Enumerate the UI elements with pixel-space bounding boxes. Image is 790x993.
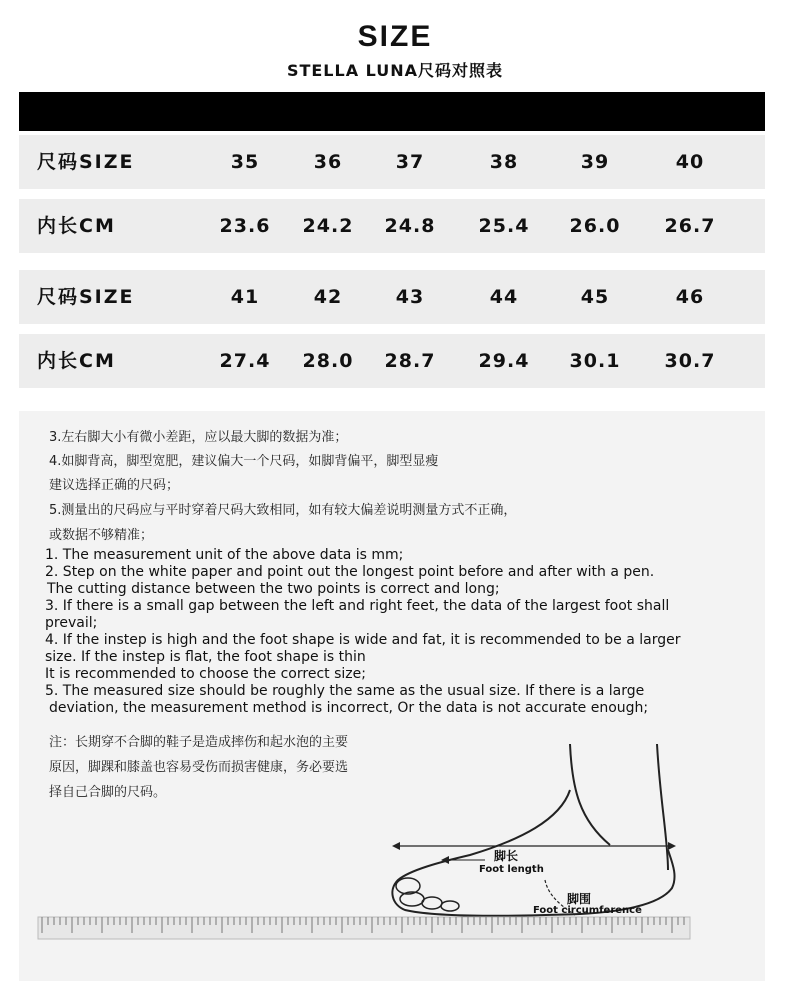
foot-length-cn: 脚长 [494,849,519,863]
table-cell: 28.0 [302,350,354,372]
row-label: 内长CM [37,215,116,237]
note-line-en: 1. The measurement unit of the above data is mm; [45,547,404,563]
note-line-en: 2. Step on the white paper and point out the longest point before and after with a pen. [45,564,655,580]
table-cell: 46 [675,286,705,308]
table-cell: 23.6 [219,215,271,237]
note-line-en: 3. If there is a small gap between the left and right feet, the data of the largest foot shall [45,598,670,614]
table-cell: 40 [675,151,705,173]
row-label: 尺码SIZE [37,286,135,308]
table-cell: 38 [489,151,519,173]
note-line-cn: 原因，脚踝和膝盖也容易受伤而损害健康，务必要选 [49,760,349,775]
note-line-en: The cutting distance between the two points is correct and long; [47,581,500,597]
table-cell: 26.7 [664,215,716,237]
table-cell: 30.7 [664,350,716,372]
arrow-head-right [668,842,676,850]
arrow-head-left [392,842,400,850]
table-cell: 25.4 [478,215,530,237]
table-cell: 39 [580,151,610,173]
table-cell: 43 [395,286,425,308]
table-cell: 24.2 [302,215,354,237]
table-cell: 28.7 [384,350,436,372]
page-subtitle: STELLA LUNA尺码对照表 [286,61,504,80]
table-cell: 24.8 [384,215,436,237]
note-line-cn: 5.测量出的尺码应与平时穿着尺码大致相同，如有较大偏差说明测量方式不正确， [49,503,517,518]
note-line-en: It is recommended to choose the correct size; [45,666,366,682]
note-line-en: prevail; [45,615,98,631]
table-cell: 37 [395,151,425,173]
toe [422,897,442,909]
toe [396,878,420,894]
leg-outline-back [570,744,610,845]
row-label: 内长CM [37,350,116,372]
table-cell: 36 [313,151,343,173]
table-cell: 42 [313,286,343,308]
foot-length-en: Foot length [479,864,544,875]
note-line-cn: 注：长期穿不合脚的鞋子是造成摔伤和起水泡的主要 [49,735,349,750]
note-line-cn: 择自己合脚的尺码。 [49,785,167,800]
note-line-en: deviation, the measurement method is incorrect, Or the data is not accurate enough; [49,700,649,716]
row-label: 尺码SIZE [37,151,135,173]
foot-circumference-cn: 脚围 [567,892,592,906]
table-cell: 26.0 [569,215,621,237]
leg-outline-front [657,744,668,870]
foot-circumference-en: Foot circumference [533,905,642,916]
note-line-en: 4. If the instep is high and the foot shape is wide and fat, it is recommended to be a larger [45,632,681,648]
ruler [38,917,690,939]
toe [441,901,459,911]
table-cell: 41 [230,286,260,308]
note-line-cn: 或数据不够精准； [49,528,154,543]
note-line-en: size. If the instep is flat, the foot shape is thin [45,649,366,665]
note-line-cn: 4.如脚背高，脚型宽肥，建议偏大一个尺码，如脚背偏平，脚型显瘦 [49,454,439,469]
table-cell: 45 [580,286,610,308]
note-line-cn: 建议选择正确的尺码； [49,478,180,493]
table-cell: 44 [489,286,519,308]
note-line-en: 5. The measured size should be roughly the same as the usual size. If there is a large [45,683,645,699]
page-title: SIZE [357,20,433,53]
table-cell: 35 [230,151,260,173]
table-cell: 30.1 [569,350,621,372]
note-line-cn: 3.左右脚大小有微小差距，应以最大脚的数据为准； [49,430,348,445]
table-cell: 27.4 [219,350,271,372]
table-cell: 29.4 [478,350,530,372]
